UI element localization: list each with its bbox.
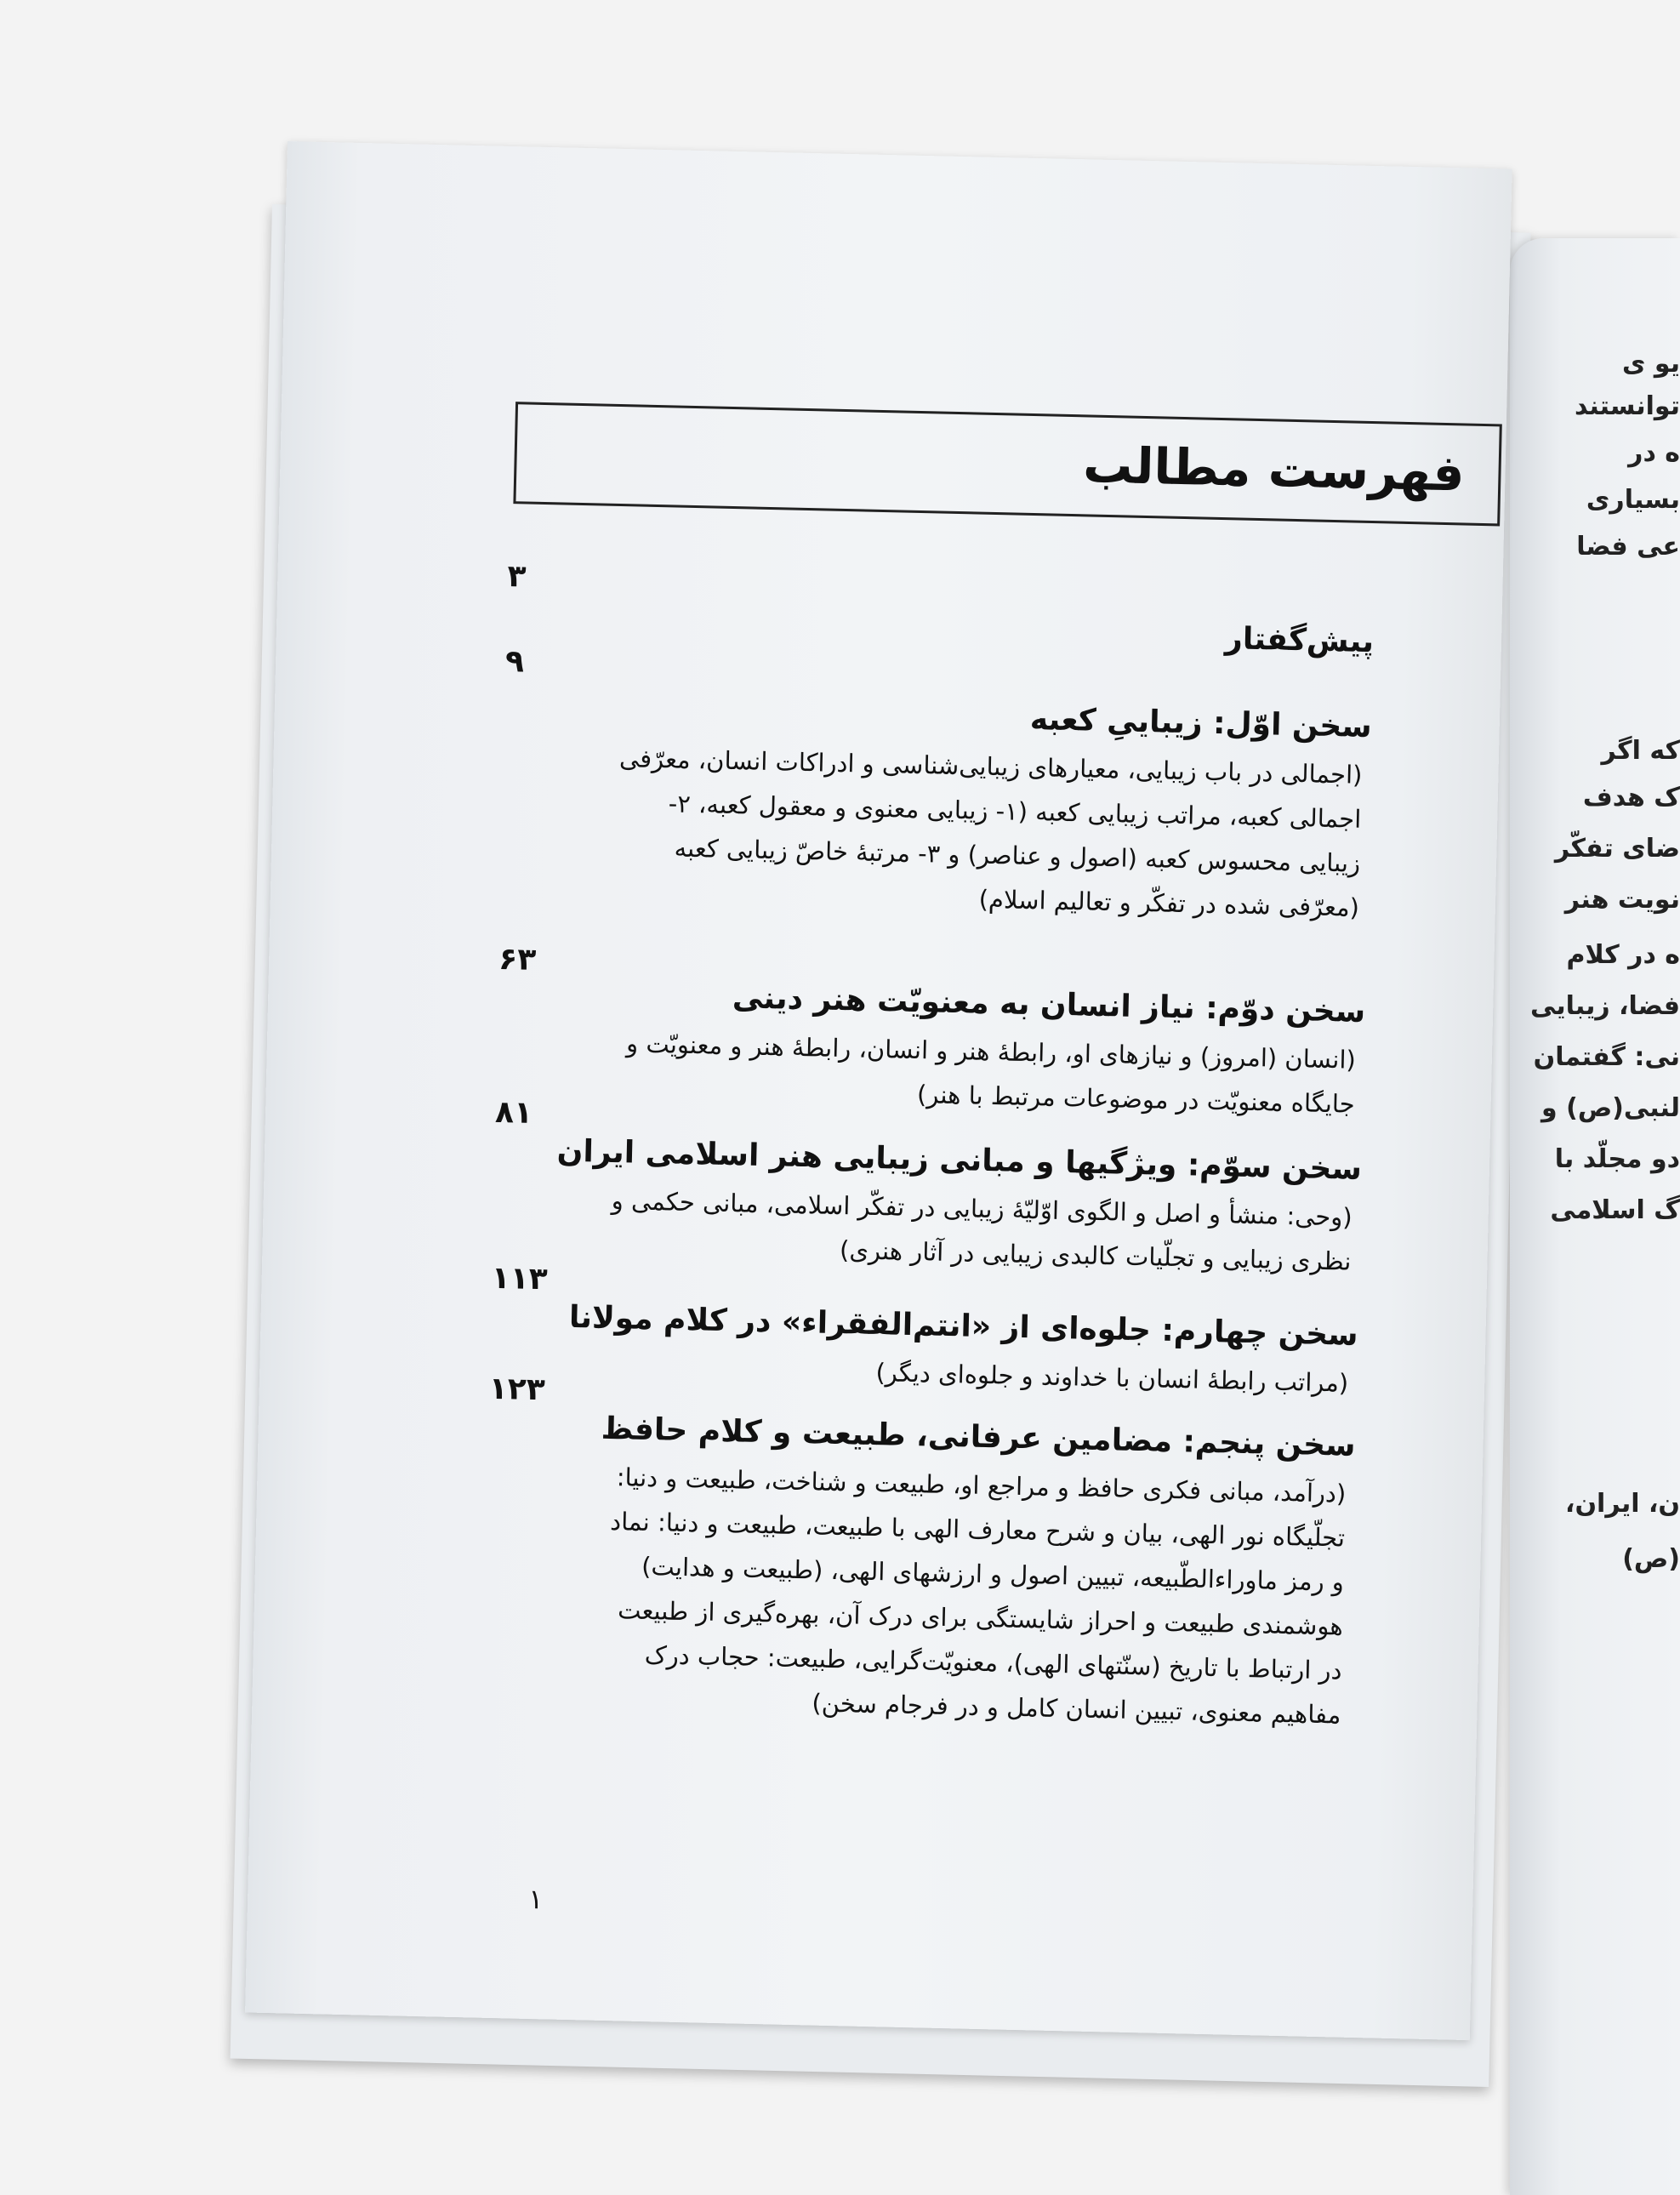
entry-description: (انسان (امروز) و نیازهای او، رابطهٔ هنر و انسان، رابطهٔ هنر و معنویّت و جایگاه معنویّت در موضوعات مرتبط با هنر)	[625, 1029, 1357, 1119]
adjacent-fragment: که اگر	[1601, 736, 1680, 766]
toc-entry	[512, 967, 1365, 1126]
adjacent-fragment: لنبی(ص) و	[1541, 1093, 1680, 1123]
adjacent-fragment: عی فضا	[1576, 532, 1680, 562]
adjacent-fragment: گ اسلامی	[1550, 1195, 1680, 1225]
entry-title: سخن سوّم: ویژگیها و مبانی زیبایی هنر اسلامی ایران	[556, 1133, 1363, 1187]
page-number: ۱۱۳	[491, 1260, 549, 1297]
toc-entry	[506, 1291, 1358, 1405]
table-of-contents	[245, 141, 1512, 2040]
page-title: فهرست مطالب	[1082, 436, 1466, 503]
adjacent-page-text	[1510, 238, 1680, 1940]
entry-description: (مراتب رابطهٔ انسان با خداوند و جلوه‌ای دیگر)	[875, 1358, 1349, 1398]
adjacent-fragment: توانستند	[1575, 391, 1680, 421]
adjacent-fragment: فضا، زیبایی	[1530, 991, 1680, 1021]
toc-entry	[523, 597, 1375, 668]
entry-title: سخن اوّل: زیباییِ کعبه	[1029, 701, 1373, 745]
adjacent-fragment: یو ی	[1621, 349, 1680, 379]
entry-title: سخن دوّم: نیاز انسان به معنویّت هنر دینی	[732, 980, 1366, 1030]
adjacent-fragment: بسیاری	[1586, 485, 1680, 515]
toc-entry	[509, 1125, 1362, 1284]
adjacent-fragment: ه در کلام	[1566, 940, 1680, 970]
entry-title: سخن پنجم: مضامین عرفانی، طبیعت و کلام حافظ	[601, 1411, 1356, 1463]
folio-number: ۱	[527, 1882, 544, 1916]
adjacent-fragment: ک هدف	[1582, 783, 1680, 812]
page-number: ۹	[504, 643, 525, 680]
page-number: ۸۱	[494, 1094, 533, 1131]
toc-entry	[498, 1401, 1356, 1737]
adjacent-fragment: نی: گفتمان	[1533, 1042, 1680, 1072]
adjacent-fragment: دو مجلّد با	[1554, 1144, 1680, 1174]
page-number: ۱۲۳	[488, 1371, 546, 1408]
entry-description: (درآمد، مبانی فکری حافظ و مراجع او، طبیعت و شناخت، طبیعت و دنیا: تجلّیگاه نور الهی، بیان و شرح معارف الهی با طبیعت، طبیعت و دنیا: نماد و رمز ماوراءالطّبیعه، تبیین اصول و ارزشهای الهی، (طبیعت و هدایت) هوشمندی طبیعت و احراز شایستگی برای درک آن، بهره‌گیری از طبیعت در ارتباط با تاریخ (سنّتهای الهی)، معنویّت‌گرایی، طبیعت: حجاب درک مفاهیم معنوی، تبیین انسان کامل و در فرجام سخن)	[609, 1462, 1347, 1730]
page-number: ۶۳	[498, 941, 537, 978]
adjacent-fragment: ه در	[1628, 438, 1680, 468]
heading-box	[513, 402, 1501, 526]
entry-title: سخن چهارم: جلوه‌ای از «انتم‌الفقراء» در کلام مولانا	[568, 1299, 1358, 1353]
page-number: ۳	[506, 559, 527, 595]
toc-entry	[517, 682, 1373, 930]
book-page	[245, 141, 1512, 2040]
adjacent-fragment: (ص)	[1622, 1544, 1680, 1574]
entry-title: پیش‌گفتار	[1224, 621, 1375, 660]
adjacent-fragment: ضای تفکّر	[1554, 834, 1680, 864]
adjacent-page	[1510, 238, 1680, 2195]
entry-description: (اجمالی در باب زیبایی، معیارهای زیبایی‌شناسی و ادراکات انسان، معرّفی اجمالی کعبه، مراتب زیبایی کعبه (۱- زیبایی معنوی و معقول کعبه، ۲- زیبایی محسوس کعبه (اصول و عناصر) و ۳- مرتبهٔ خاصّ زیبایی کعبه (معرّفی شده در تفکّر و تعالیم اسلام)	[618, 744, 1363, 922]
adjacent-fragment: نویت هنر	[1564, 885, 1680, 915]
adjacent-fragment: ن، ایران،	[1565, 1489, 1680, 1519]
entry-description: (وحی: منشأ و اصل و الگوی اوّلیّهٔ زیبایی در تفکّر اسلامی، مبانی حکمی و نظری زیبایی و تجلّیات کالبدی زیبایی در آثار هنری)	[611, 1185, 1353, 1276]
